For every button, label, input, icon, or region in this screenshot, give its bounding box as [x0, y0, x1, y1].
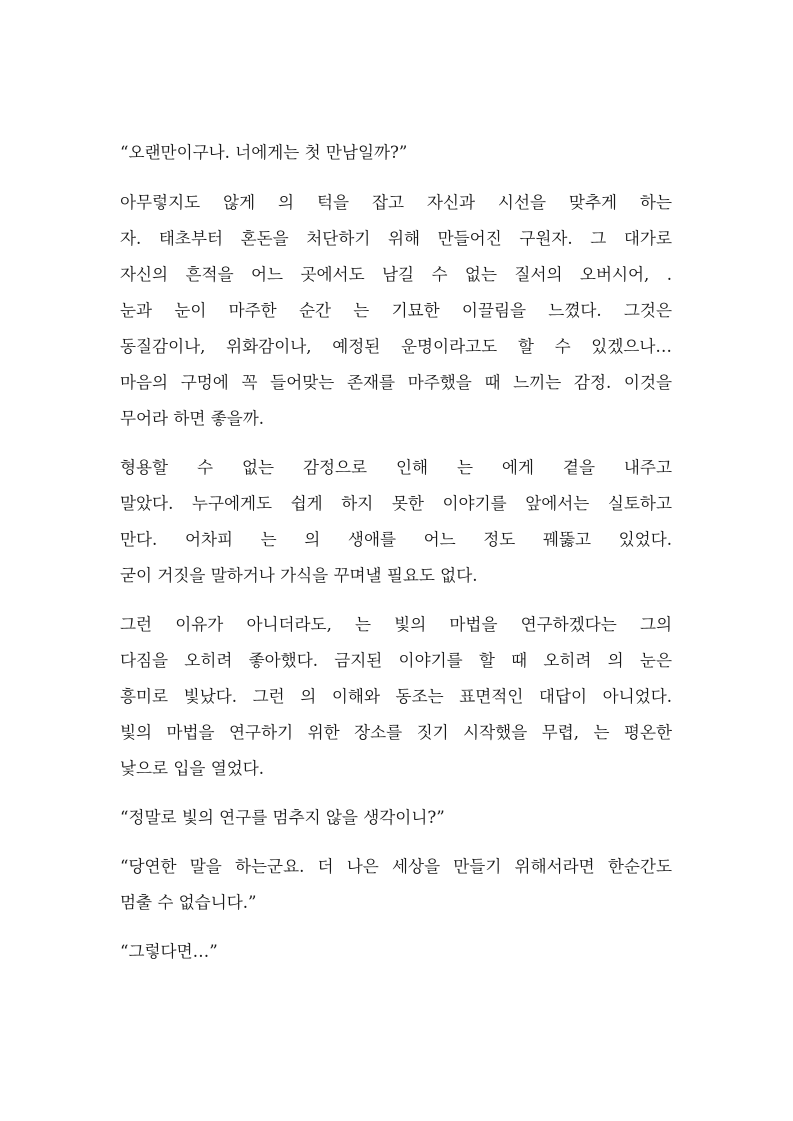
text-line: 아무렇지도 않게 의 턱을 잡고 자신과 시선을 맞추게 하는: [120, 193, 672, 212]
text-line: 그런 이유가 아니더라도, 는 빛의 마법을 연구하겠다는 그의: [120, 615, 672, 634]
text-line: 마음의 구멍에 꼭 들어맞는 존재를 마주했을 때 느끼는 감정. 이것을: [120, 373, 672, 392]
text-line: 눈과 눈이 마주한 순간 는 기묘한 이끌림을 느꼈다. 그것은: [120, 301, 672, 320]
text-line: 다짐을 오히려 좋아했다. 금지된 이야기를 할 때 오히려 의 눈은: [120, 651, 672, 670]
text-line: “오랜만이구나. 너에게는 첫 만남일까?”: [120, 143, 408, 162]
text-line: 자신의 흔적을 어느 곳에서도 남길 수 없는 질서의 오버시어, .: [120, 265, 672, 284]
text-line: 만다. 어차피 는 의 생애를 어느 정도 꿰뚫고 있었다.: [120, 530, 672, 549]
text-line: “정말로 빛의 연구를 멈추지 않을 생각이니?”: [120, 808, 445, 827]
text-line: 빛의 마법을 연구하기 위한 장소를 짓기 시작했을 무렵, 는 평온한: [120, 723, 672, 742]
text-line: “당연한 말을 하는군요. 더 나은 세상을 만들기 위해서라면 한순간도: [120, 857, 672, 876]
text-line: 형용할 수 없는 감정으로 인해 는 에게 곁을 내주고: [120, 458, 672, 477]
text-line: 자. 태초부터 혼돈을 처단하기 위해 만들어진 구원자. 그 대가로: [120, 229, 672, 248]
text-line: 굳이 거짓을 말하거나 가식을 꾸며낼 필요도 없다.: [120, 566, 478, 585]
text-line: 동질감이나, 위화감이나, 예정된 운명이라고도 할 수 있겠으나…: [120, 337, 672, 356]
text-line: 흥미로 빛났다. 그런 의 이해와 동조는 표면적인 대답이 아니었다.: [120, 687, 672, 706]
text-line: 무어라 하면 좋을까.: [120, 409, 265, 428]
text-line: 멈출 수 없습니다.”: [120, 893, 257, 912]
text-line: 말았다. 누구에게도 쉽게 하지 못한 이야기를 앞에서는 실토하고: [120, 494, 672, 513]
text-line: “그렇다면…”: [120, 942, 218, 961]
text-line: 낯으로 입을 열었다.: [120, 759, 265, 778]
